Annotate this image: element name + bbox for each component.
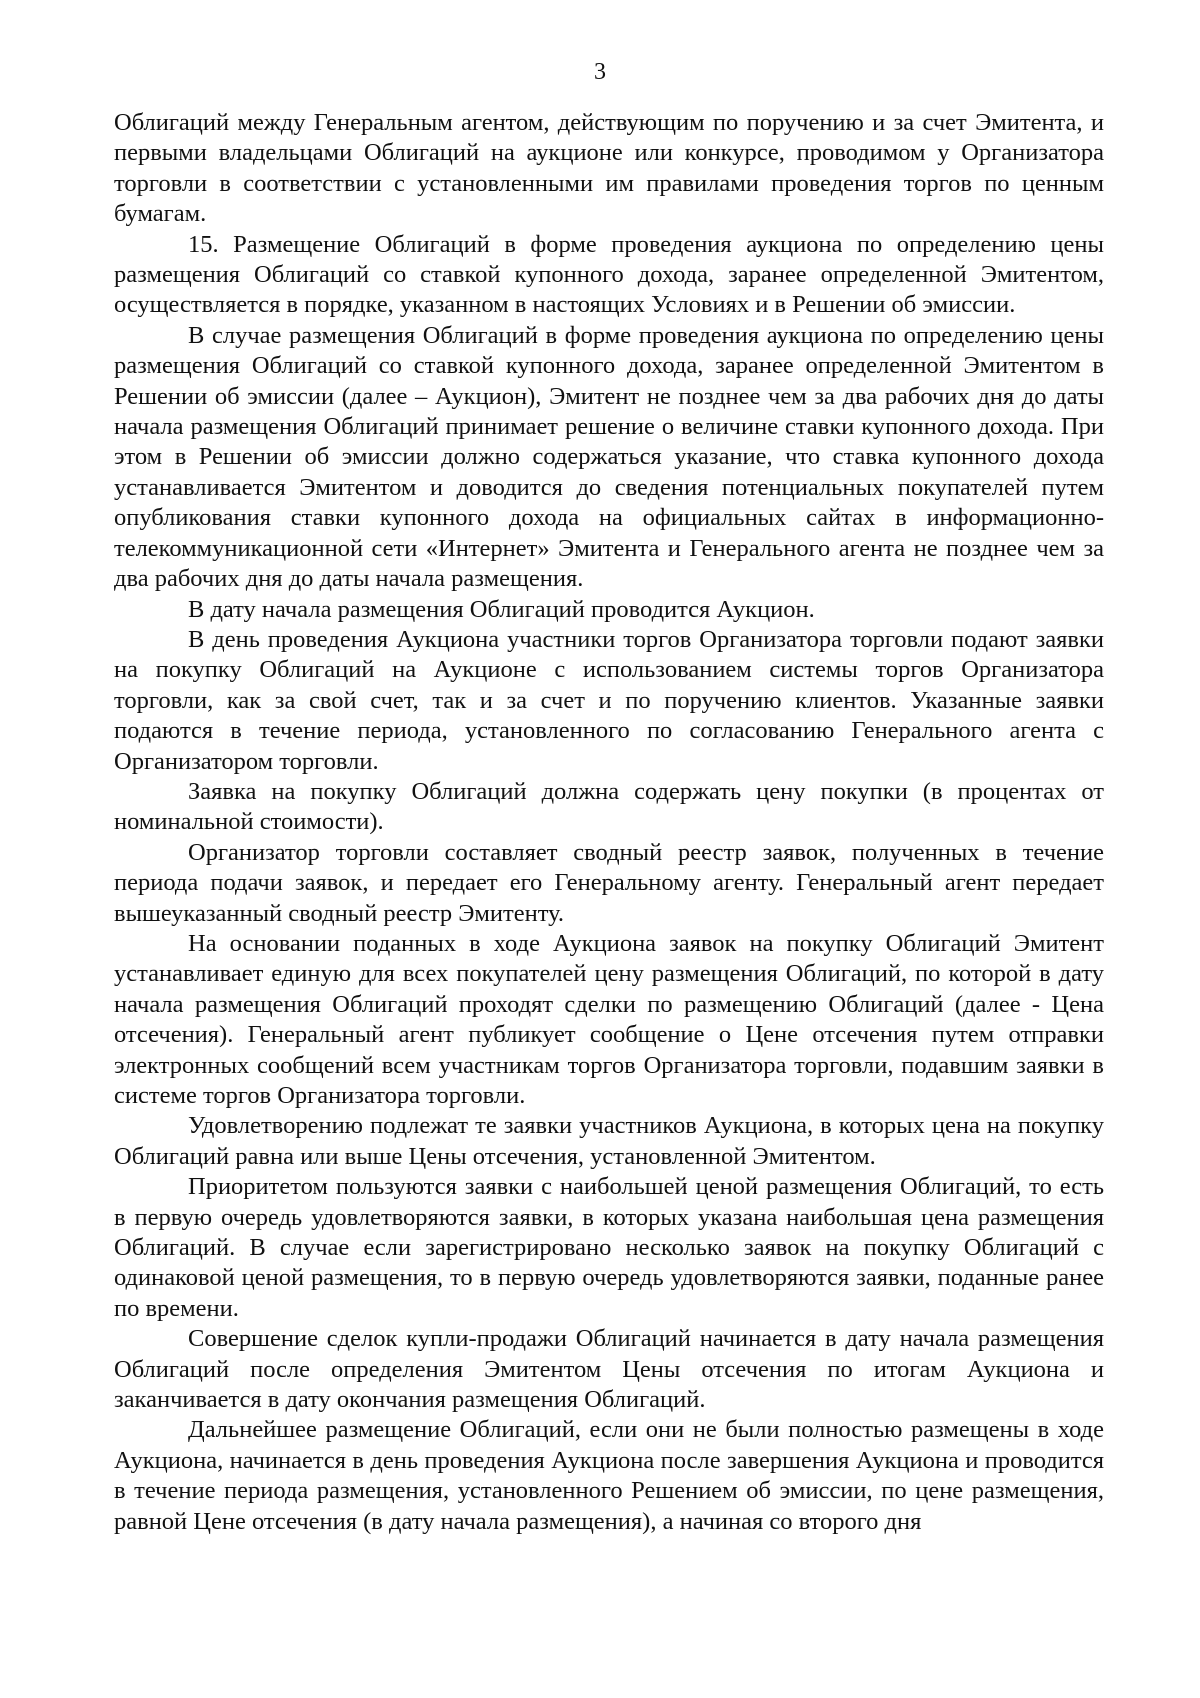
document-body [114, 108, 1104, 1537]
paragraph-10: Приоритетом пользуются заявки с наибольшей ценой размещения Облигаций, то есть в первую очередь удовлетворяются заявки, в которых указана наибольшая цена размещения Облигаций. В случае если зарегистрировано несколько заявок на покупку Облигаций с одинаковой ценой размещения, то в первую очередь удовлетворяются заявки, поданные ранее по времени. [114, 1173, 1104, 1322]
paragraph-7: Организатор торговли составляет сводный реестр заявок, полученных в течение периода подачи заявок, и передает его Генеральному агенту. Генеральный агент передает вышеуказанный сводный реестр Эмитенту. [114, 838, 1104, 927]
paragraph-2: 15. Размещение Облигаций в форме проведения аукциона по определению цены размещения Облигаций со ставкой купонного дохода, заранее определенной Эмитентом, осуществляется в порядке, указанном в настоящих Условиях и в Решении об эмиссии. [114, 230, 1104, 319]
paragraph-3: В случае размещения Облигаций в форме проведения аукциона по определению цены размещения Облигаций со ставкой купонного дохода, заранее определенной Эмитентом в Решении об эмиссии (далее – Аукцион), Эмитент не позднее чем за два рабочих дня до даты начала размещения Облигаций принимает решение о величине ставки купонного дохода. При этом в Решении об эмиссии должно содержаться указание, что ставка купонного дохода устанавливается Эмитентом и доводится до сведения потенциальных покупателей путем опубликования ставки купонного дохода на официальных сайтах в информационно-телекоммуникационной сети «Интернет» Эмитента и Генерального агента не позднее чем за два рабочих дня до даты начала размещения. [114, 321, 1104, 593]
paragraph-5: В день проведения Аукциона участники торгов Организатора торговли подают заявки на покупку Облигаций на Аукционе с использованием системы торгов Организатора торговли, как за свой счет, так и за счет и по поручению клиентов. Указанные заявки подаются в течение периода, установленного по согласованию Генерального агента с Организатором торговли. [114, 625, 1104, 775]
paragraph-4: В дату начала размещения Облигаций проводится Аукцион. [188, 595, 815, 623]
paragraph-12: Дальнейшее размещение Облигаций, если они не были полностью размещены в ходе Аукциона, начинается в день проведения Аукциона после завершения Аукциона и проводится в течение периода размещения, установленного Решением об эмиссии, по цене размещения, равной Цене отсечения (в дату начала размещения), а начиная со второго дня [114, 1416, 1104, 1535]
paragraph-9: Удовлетворению подлежат те заявки участников Аукциона, в которых цена на покупку Облигаций равна или выше Цены отсечения, установленной Эмитентом. [114, 1112, 1104, 1170]
paragraph-1: Облигаций между Генеральным агентом, действующим по поручению и за счет Эмитента, и первыми владельцами Облигаций на аукционе или конкурсе, проводимом у Организатора торговли в соответствии с установленными им правилами проведения торгов по ценным бумагам. [114, 109, 1104, 228]
paragraph-8: На основании поданных в ходе Аукциона заявок на покупку Облигаций Эмитент устанавливает единую для всех покупателей цену размещения Облигаций, по которой в дату начала размещения Облигаций проходят сделки по размещению Облигаций (далее - Цена отсечения). Генеральный агент публикует сообщение о Цене отсечения путем отправки электронных сообщений всем участникам торгов Организатора торговли, подавшим заявки в системе торгов Организатора торговли. [114, 929, 1104, 1109]
page-number: 3 [594, 59, 606, 85]
paragraph-11: Совершение сделок купли-продажи Облигаций начинается в дату начала размещения Облигаций после определения Эмитентом Цены отсечения по итогам Аукциона и заканчивается в дату окончания размещения Облигаций. [114, 1325, 1104, 1414]
paragraph-6: Заявка на покупку Облигаций должна содержать цену покупки (в процентах от номинальной стоимости). [114, 777, 1104, 836]
